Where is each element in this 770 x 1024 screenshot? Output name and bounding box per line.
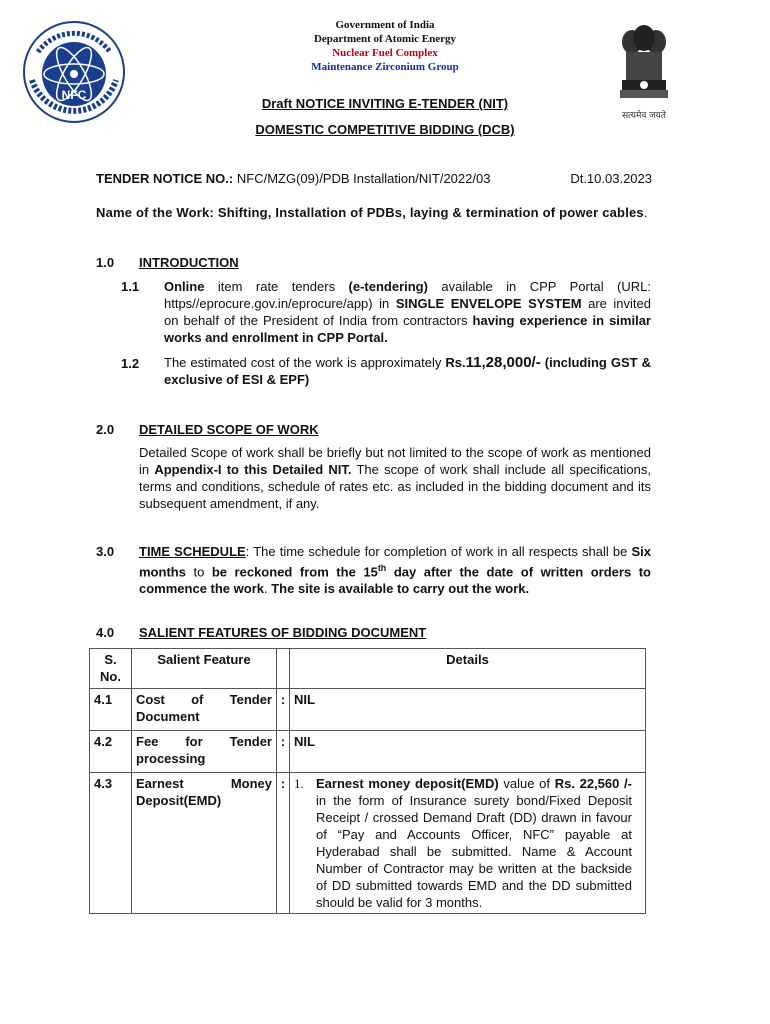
row-colon: :: [277, 689, 290, 731]
p1-text-d: available in CPP Portal (URL: https//eprocure.gov.in/eprocure/app) in: [164, 279, 651, 311]
day-after-text: day after the date of written orders to commence the work: [139, 564, 651, 597]
sec3-text-a: : The time schedule for completion of work in all respects shall be: [245, 544, 632, 559]
row-details: [290, 773, 646, 914]
p1-text-b: item rate tenders: [204, 279, 349, 294]
header-maintenance-group: Maintenance Zirconium Group: [311, 61, 459, 73]
row-feature: Fee for Tender processing: [132, 731, 277, 773]
table-header-row: [90, 649, 646, 689]
header-department: Department of Atomic Energy: [313, 33, 457, 45]
sec3-title: TIME SCHEDULE: [139, 544, 246, 559]
sec3-paragraph: [139, 543, 651, 597]
sec4-num: 4.0: [96, 625, 115, 640]
header-nuclear-fuel-complex: Nuclear Fuel Complex: [332, 47, 438, 59]
sec1-num: 1.0: [96, 255, 115, 270]
title-dcb: DOMESTIC COMPETITIVE BIDDING (DCB): [255, 122, 515, 137]
row-feature: Cost of Tender Document: [132, 689, 277, 731]
table-row: [90, 773, 646, 914]
row-colon: :: [277, 773, 290, 914]
row-details: NIL: [290, 731, 646, 773]
nfc-logo: [18, 16, 130, 128]
estimated-cost-value: 11,28,000/-: [465, 354, 541, 371]
reckoned-text: be reckoned from the 15: [211, 564, 378, 580]
sec4-title: SALIENT FEATURES OF BIDDING DOCUMENT: [139, 625, 427, 640]
emblem-icon: [614, 22, 674, 106]
tender-number: NFC/MZG(09)/PDB Installation/NIT/2022/03: [236, 171, 491, 186]
row-sno: 4.2: [90, 731, 132, 773]
sec1-p2-num: 1.2: [121, 356, 140, 371]
row-sno: 4.3: [90, 773, 132, 914]
experience-text: having experience in similar works and enrollment in CPP Portal.: [164, 313, 651, 345]
emd-text-d: in the form of Insurance surety bond/Fixed Deposit Receipt / crossed Demand Draft (DD) drawn in favour of “Pay and Accounts Officer, NFC” payable at Hyderabad shall be submitted. Name & Account Number of Contractor may be written at the backside of DD submitted towards EMD and the DD submitted should be valid for 3 months.: [316, 793, 632, 910]
nfc-logo-text: NFC: [61, 88, 87, 102]
tender-label: TENDER NOTICE NO.:: [96, 171, 234, 186]
row-details: NIL: [290, 689, 646, 731]
p1-text-f: are invited on behalf of the President of India from contractors: [164, 296, 651, 328]
sec2-num: 2.0: [96, 422, 115, 437]
title-nit: Draft NOTICE INVITING E-TENDER (NIT): [261, 96, 509, 111]
sec1-p1-num: 1.1: [121, 279, 140, 294]
row-feature: Earnest Money Deposit(EMD): [132, 773, 277, 914]
p2-text-a: The estimated cost of the work is approximately: [164, 355, 446, 370]
sec2-paragraph: [139, 444, 651, 512]
e-tendering-text: (e-tendering): [348, 279, 428, 294]
sec2-title: DETAILED SCOPE OF WORK: [139, 422, 319, 437]
work-label: Name of the Work:: [96, 205, 215, 220]
sec3-text-f: .: [264, 581, 272, 597]
emd-label: Earnest money deposit(EMD): [316, 776, 499, 791]
work-name: Name of the Work: Shifting, Installation of PDBs, laying & termination of power cables.: [96, 205, 648, 220]
work-text: Shifting, Installation of PDBs, laying & termination of power cables: [217, 205, 644, 220]
table-row: [90, 731, 646, 773]
sec1-p2: [164, 354, 651, 388]
nfc-logo-icon: [18, 16, 130, 128]
appendix-text: Appendix-I to this Detailed NIT.: [154, 462, 352, 477]
header-details: Details: [290, 649, 646, 689]
online-text: Online: [164, 279, 205, 294]
row-sno: 4.1: [90, 689, 132, 731]
p2-text-d: (including GST & exclusive of ESI & EPF): [164, 355, 651, 387]
sec3-num: 3.0: [96, 544, 115, 559]
emd-text-b: value of: [498, 776, 555, 791]
sec3-text-c: to: [185, 564, 212, 580]
single-envelope-text: SINGLE ENVELOPE SYSTEM: [395, 296, 582, 311]
sec1-p1: [164, 278, 651, 346]
sec1-title: INTRODUCTION: [139, 255, 239, 270]
tender-date: Dt.10.03.2023: [570, 171, 652, 186]
table-row: [90, 689, 646, 731]
header-government: Government of India: [335, 19, 435, 31]
header-sno: S. No.: [90, 649, 132, 689]
header-feature: Salient Feature: [132, 649, 277, 689]
rs-text: Rs.: [445, 355, 466, 370]
emblem-caption: सत्यमेव जयते: [622, 110, 666, 120]
salient-features-table: [89, 648, 646, 914]
sec2-text-a: Detailed Scope of work shall be briefly but not limited to the scope of work as mentioned in: [139, 445, 651, 477]
row-colon: :: [277, 731, 290, 773]
tender-notice-line: [96, 171, 656, 186]
header-colon-cell: [277, 649, 290, 689]
sec2-text-c: The scope of work shall include all specifications, terms and conditions, schedule of rates etc. as included in the bidding document and its subsequent amendment, if any.: [139, 462, 651, 511]
six-months-text: Six months: [139, 544, 651, 580]
emd-amount: Rs. 22,560 /-: [554, 776, 632, 791]
emd-details: [316, 775, 632, 911]
emd-item-number: 1.: [294, 776, 304, 791]
sup-th: th: [377, 563, 387, 573]
site-available-text: The site is available to carry out the work.: [271, 581, 530, 597]
